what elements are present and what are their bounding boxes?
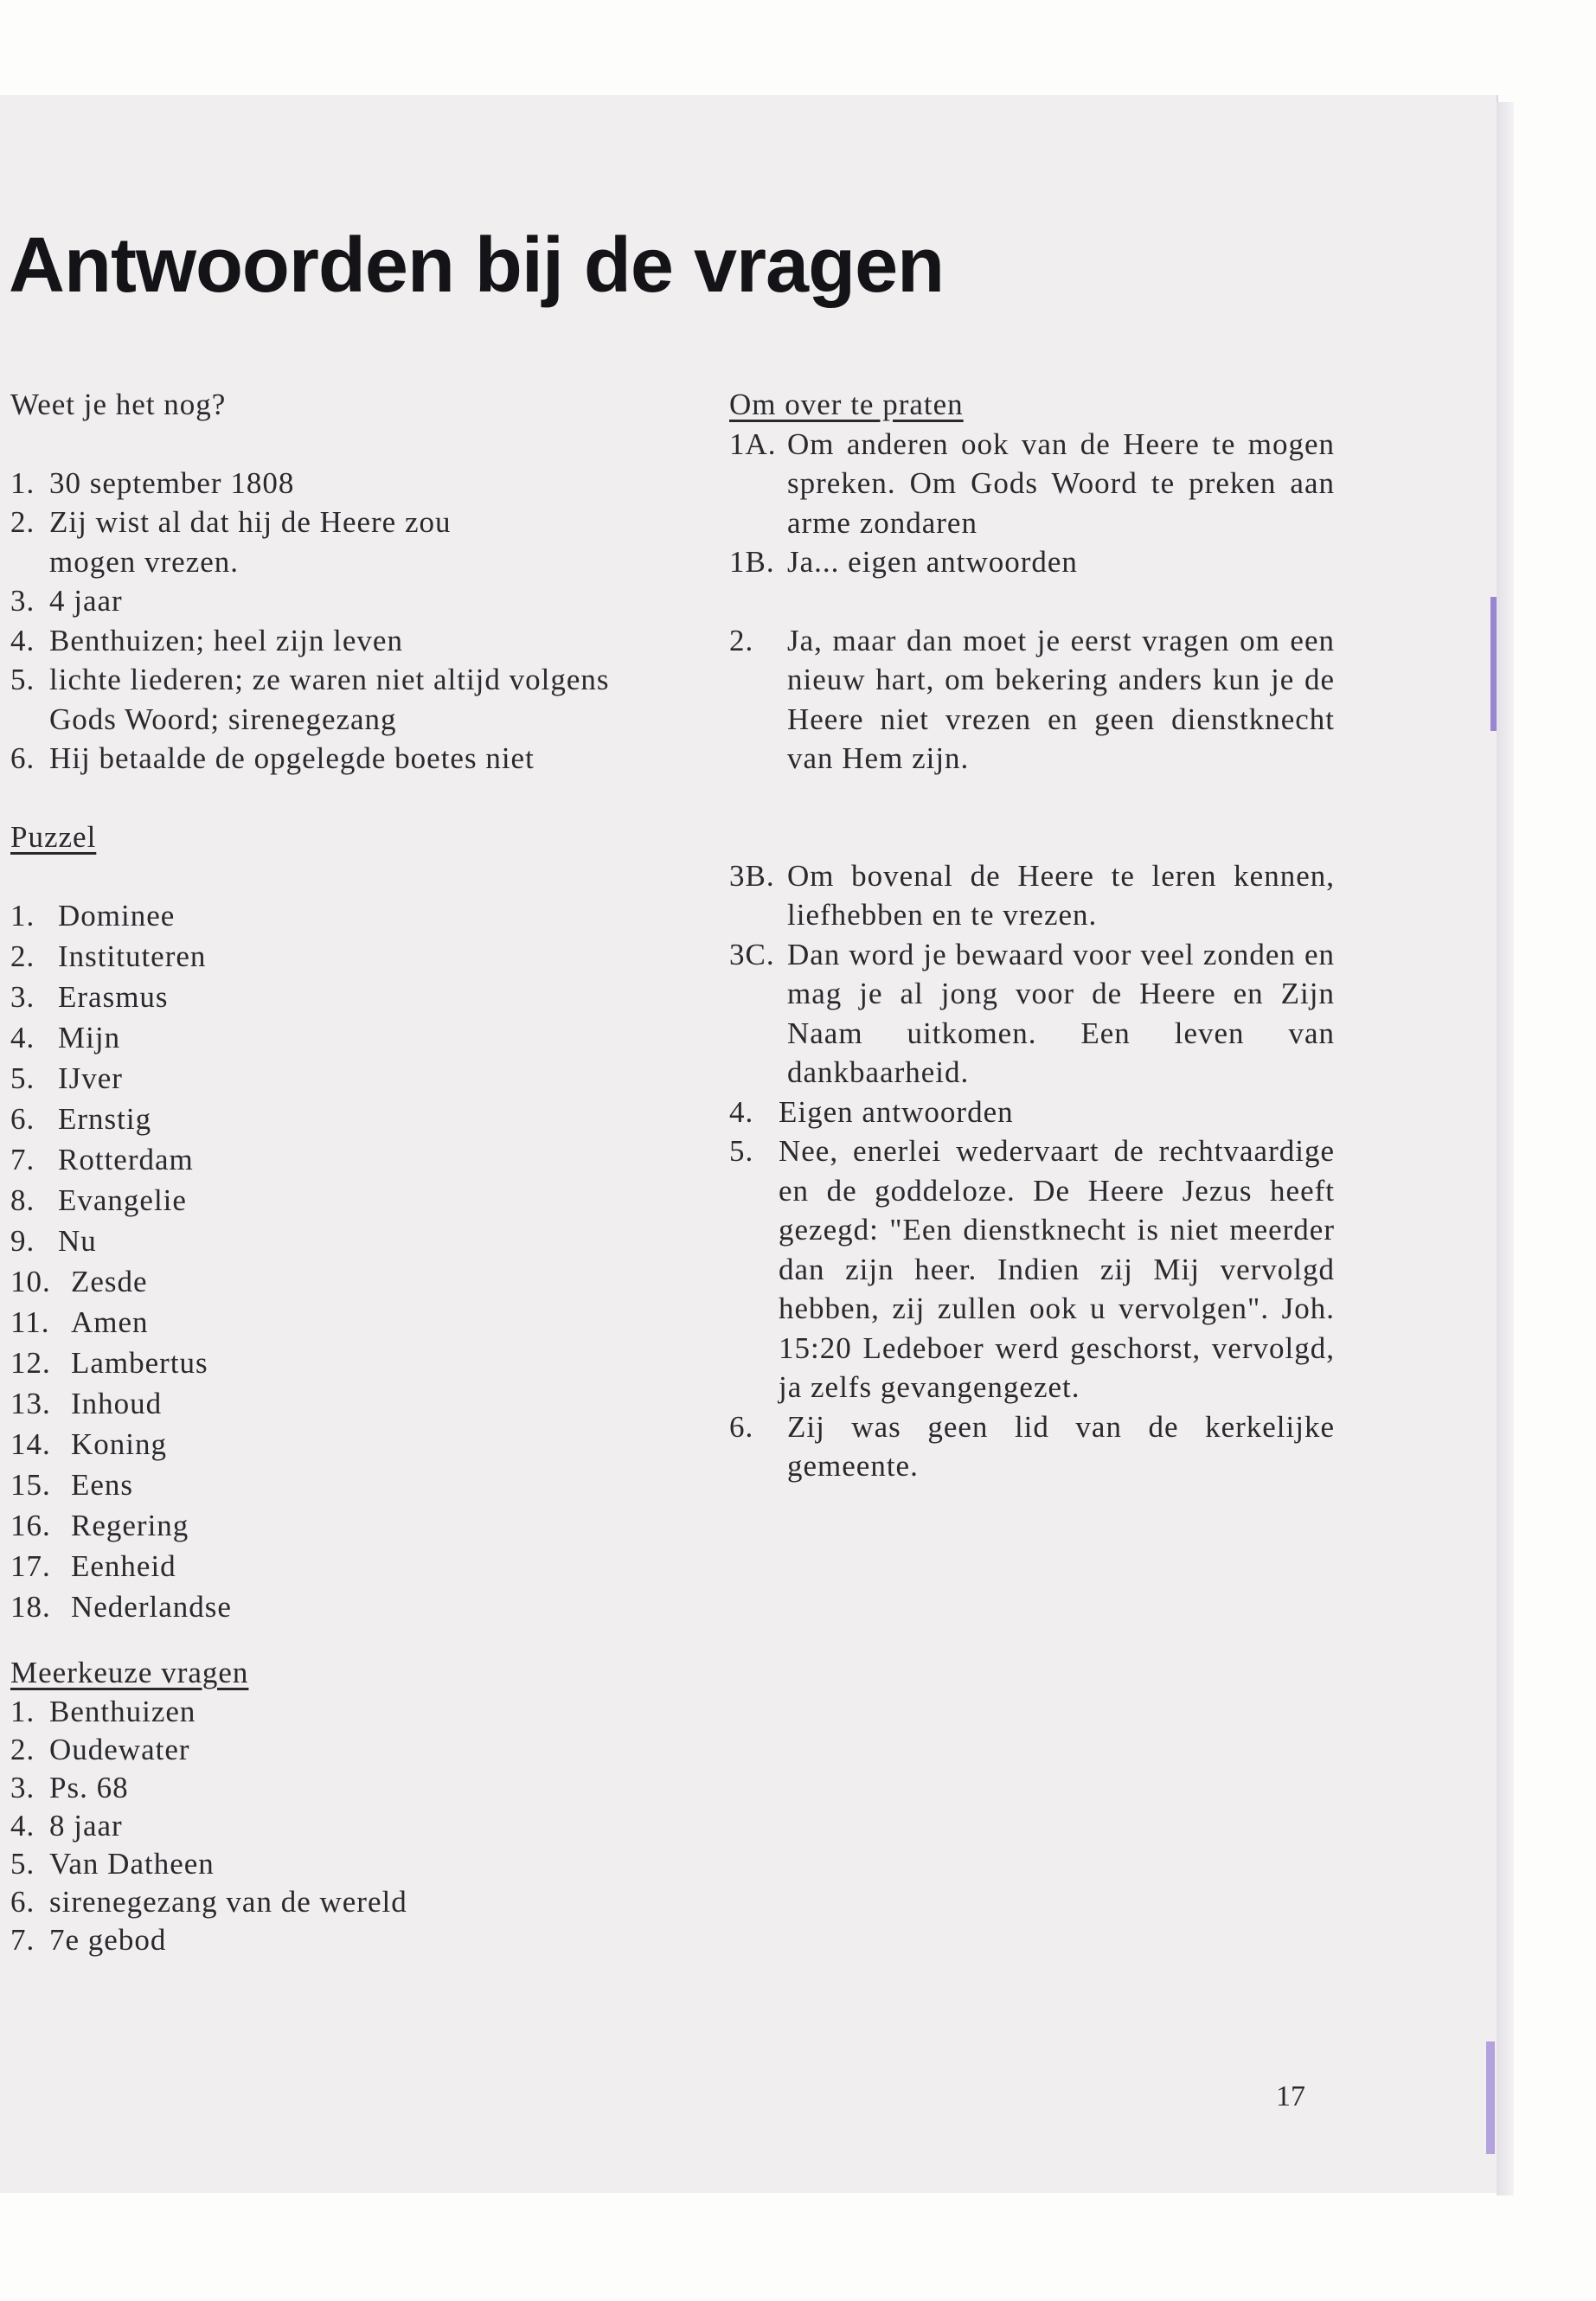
list-item: 6. sirenegezang van de wereld: [10, 1884, 407, 1919]
list-item: 4. Eigen antwoorden: [729, 1094, 1014, 1129]
list-item: 3C. Dan word je bewaard voor veel zonden en mag je al jong voor de Heere en Zijn Naam uitkomen. Een leven van dankbaarheid.: [729, 937, 1335, 1089]
list-item: 2. Oudewater: [10, 1732, 190, 1766]
list-item: 3. 4 jaar: [10, 584, 123, 618]
list-item: 6. Zij was geen lid van de kerkelijke gemeente.: [729, 1409, 1335, 1483]
list-item: 1. Dominee: [10, 899, 176, 933]
right-column: [729, 385, 1335, 1486]
list-item: 1B. Ja... eigen antwoorden: [729, 545, 1078, 579]
list-item: 5. Van Datheen: [10, 1846, 215, 1881]
praten-list-b: [729, 621, 1335, 779]
praten-list-a: [729, 425, 1335, 582]
list-item: 14. Koning: [10, 1427, 167, 1461]
list-item: 6. Ernstig: [10, 1102, 152, 1136]
puzzel-heading: Puzzel: [10, 819, 97, 854]
list-item: 12. Lambertus: [10, 1346, 208, 1380]
praten-heading: Om over te praten: [729, 388, 964, 421]
list-item: 15. Eens: [10, 1468, 134, 1502]
list-item: 7. Rotterdam: [10, 1143, 194, 1176]
list-item: 5. IJver: [10, 1061, 123, 1095]
list-item: 5. lichte liederen; ze waren niet altijd volgens Gods Woord; sirenegezang: [10, 663, 610, 736]
list-item: 2. Instituteren: [10, 939, 207, 973]
list-item: 6. Hij betaalde de opgelegde boetes niet: [10, 741, 535, 775]
list-item: 9. Nu: [10, 1224, 97, 1258]
list-item: 5. Nee, enerlei wedervaart de rechtvaardige en de goddeloze. De Heere Jezus heeft gezegd: "Een dienstknecht is niet meerder dan zijn heer. Indien zij Mij vervolgd hebben, zij zullen ook u vervolgen". Joh. 15:20 Ledeboer werd geschorst, vervolgd, ja zelfs gevangengezet.: [729, 1134, 1335, 1404]
list-item: 4. Mijn: [10, 1021, 121, 1054]
list-item: 16. Regering: [10, 1509, 189, 1542]
page-title: Antwoorden bij de vragen: [9, 222, 945, 309]
list-item: 3. Erasmus: [10, 980, 169, 1014]
list-item: 2. Zij wist al dat hij de Heere zou mogen vrezen.: [10, 505, 452, 579]
list-item: 13. Inhoud: [10, 1387, 163, 1420]
list-item: 10. Zesde: [10, 1265, 148, 1298]
puzzel-list: [10, 895, 685, 1627]
list-item: 8. Evangelie: [10, 1183, 187, 1217]
meerkeuze-list: [10, 1693, 685, 1959]
left-column: [10, 385, 685, 1959]
page-number: 17: [1276, 2080, 1305, 2112]
weet-heading: Weet je het nog?: [10, 388, 227, 421]
list-item: 3. Ps. 68: [10, 1770, 129, 1804]
meerkeuze-heading: Meerkeuze vragen: [10, 1656, 249, 1689]
list-item: 1A. Om anderen ook van de Heere te mogen spreken. Om Gods Woord te preken aan arme zondaren: [729, 426, 1335, 540]
page-edge: [1497, 102, 1514, 2195]
list-item: 18. Nederlandse: [10, 1590, 232, 1624]
weet-list: [10, 464, 685, 779]
list-item: 11. Amen: [10, 1305, 149, 1339]
list-item: 17. Eenheid: [10, 1549, 176, 1583]
page-edge-stripe: [1490, 597, 1497, 731]
list-item: 2. Ja, maar dan moet je eerst vragen om een nieuw hart, om bekering anders kun je de Heere niet vrezen en geen dienstknecht van Hem zijn.: [729, 623, 1335, 775]
list-item: 4. Benthuizen; heel zijn leven: [10, 623, 403, 657]
list-item: 3B. Om bovenal de Heere te leren kennen, liefhebben en te vrezen.: [729, 858, 1335, 932]
page-edge-stripe: [1486, 2041, 1495, 2154]
list-item: 4. 8 jaar: [10, 1808, 123, 1843]
list-item: 1. 30 september 1808: [10, 465, 295, 500]
list-item: 7. 7e gebod: [10, 1922, 167, 1957]
praten-list-c: [729, 856, 1335, 1486]
list-item: 1. Benthuizen: [10, 1694, 196, 1728]
